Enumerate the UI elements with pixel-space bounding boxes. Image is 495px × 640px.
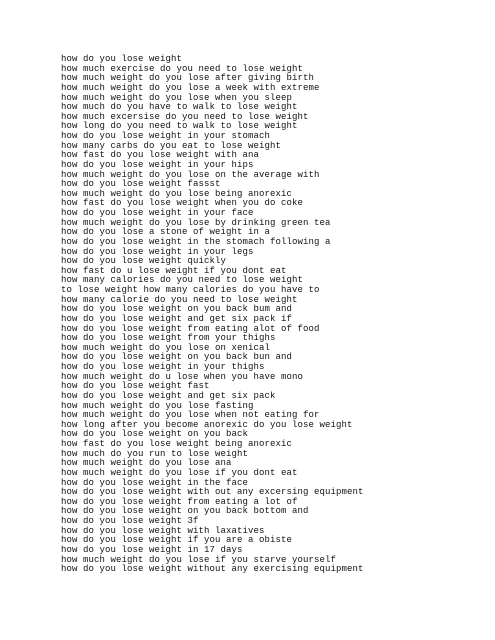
text-line: how do you lose weight fast [61,381,210,392]
text-line: how fast do you lose weight being anorexic [61,439,293,449]
text-line: how much weight do you lose after giving birth [61,73,315,84]
text-line: how much weight do you lose by drinking green tea [61,217,331,228]
text-line: how do you lose weight in 17 days [61,544,243,555]
text-line: how much weight do you lose a week with extreme [61,82,320,93]
text-line: how do you lose weight in the stomach following a [61,236,331,247]
text-line: how much weight do you lose if you starve yourself [61,554,337,565]
text-line: how many calories do you need to lose weight [61,275,304,286]
text-line: how do you lose weight in your hips [61,159,254,170]
text-line: how do you lose weight and get six pack [61,390,276,401]
text-line: how do you lose weight on you back bun and [61,352,293,363]
text-line: how do you lose weight in your face [61,208,254,218]
text-line: how many carbs do you eat to lose weight [61,140,282,151]
text-line: how much weight do you lose on xenical [61,342,271,353]
text-line: how much weight do you lose if you dont eat [61,467,298,478]
text-line: how do you lose weight [61,54,183,64]
text-line: how do you lose weight from eating alot of food [61,323,320,334]
text-line: how much weight do you lose when not eating for [61,410,320,421]
text-line: how do you lose weight on you back bum and [61,304,293,315]
text-line: how fast do you lose weight with ana [61,150,260,161]
text-line: how do you lose weight in your thighs [61,362,265,372]
text-line: how do you lose weight from your thighs [61,333,276,344]
query-list [61,55,364,575]
text-line: how much exercise do you need to lose weight [61,63,304,74]
text-line: how do you lose weight in your legs [61,246,254,257]
text-line: how much excersise do you need to lose weight [61,111,309,122]
text-line: how many calorie do you need to lose weight [61,294,298,305]
text-line: how much weight do you lose when you sleep [61,92,293,103]
text-line: how do you lose weight without any exercising equipment [61,564,364,575]
text-line: how do you lose weight 3f [61,516,199,526]
text-line: how fast do u lose weight if you dont eat [61,265,287,276]
text-line: how much do you run to lose weight [61,448,249,459]
text-line: how do you lose weight fassst [61,179,221,190]
text-line: how fast do you lose weight when you do coke [61,198,304,209]
text-line: how do you lose weight if you are a obiste [61,535,293,546]
text-line: how much weight do you lose being anorexic [61,188,293,199]
text-line: how do you lose weight from eating a lot of [61,496,298,507]
text-line: to lose weight how many calories do you have to [61,285,320,295]
text-line: how do you lose weight on you back bottom and [61,506,309,517]
text-line: how do you lose a stone of weight in a [61,227,271,238]
text-line: how do you lose weight in your stomach [61,131,271,141]
text-line: how much weight do you lose on the average with [61,169,320,180]
text-line: how much do you have to walk to lose weight [61,102,298,113]
text-line: how much weight do u lose when you have mono [61,371,304,382]
text-line: how much weight do you lose ana [61,458,232,469]
text-line: how much weight do you lose fasting [61,400,254,411]
text-line: how do you lose weight with laxatives [61,525,265,536]
text-line: how long after you become anorexic do you lose weight [61,419,353,430]
text-line: how do you lose weight quickly [61,256,227,267]
text-line: how do you lose weight with out any excersing equipment [61,487,364,498]
text-line: how do you lose weight in the face [61,477,249,488]
text-line: how do you lose weight on you back [61,429,249,440]
text-line: how long do you need to walk to lose weight [61,121,298,132]
text-line: how do you lose weight and get six pack if [61,313,293,324]
